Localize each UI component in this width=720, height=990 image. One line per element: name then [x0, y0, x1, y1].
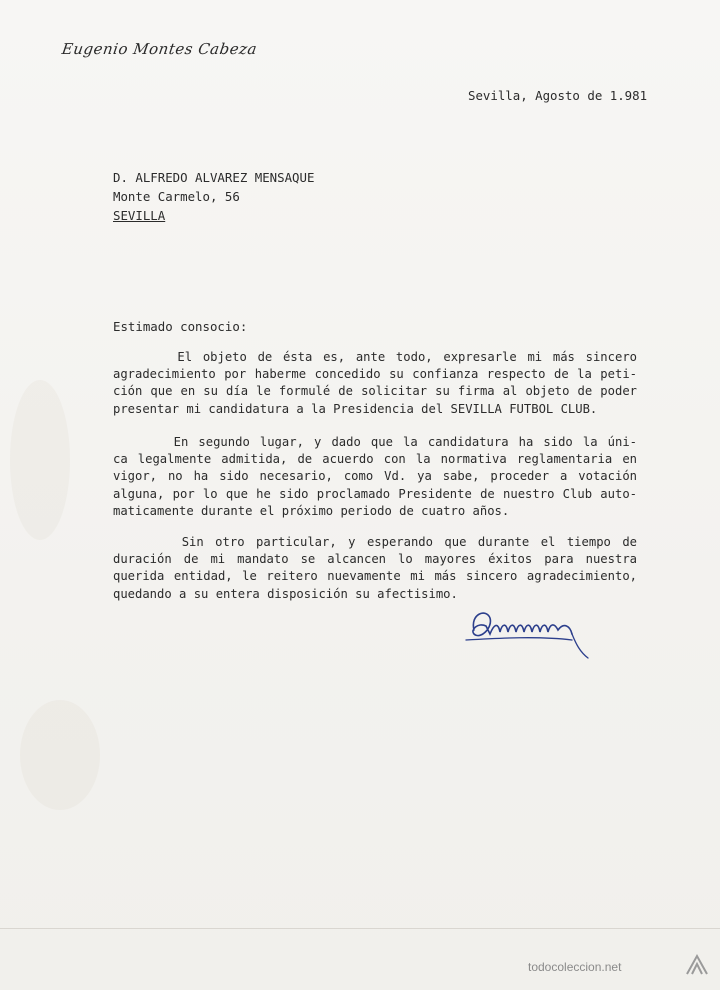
body-line: En segundo lugar, y dado que la candidatura ha sido la úni- [113, 435, 637, 449]
letter-date: Sevilla, Agosto de 1.981 [468, 88, 648, 103]
paper-stain [10, 380, 70, 540]
letterhead-name: Eugenio Montes Cabeza [60, 40, 259, 58]
body-line: querida entidad, le reitero nuevamente mi más sincero agradecimiento, [113, 569, 637, 584]
recipient-street: Monte Carmelo, 56 [113, 189, 240, 204]
body-paragraph-2 [113, 434, 637, 520]
body-line: quedando a su entera disposición su afectisimo. [113, 586, 458, 601]
body-line: ca legalmente admitida, de acuerdo con la normativa reglamentaria en [113, 452, 637, 467]
letter-greeting: Estimado consocio: [113, 319, 248, 334]
body-line: duración de mi mandato se alcancen lo mayores éxitos para nuestra [113, 552, 637, 567]
watermark-logo-icon [683, 952, 711, 980]
paper-stain [20, 700, 100, 810]
body-paragraph-1 [113, 349, 637, 418]
body-line: alguna, por lo que he sido proclamado Presidente de nuestro Club auto- [113, 486, 637, 501]
recipient-block [113, 168, 314, 206]
recipient-name: D. ALFREDO ALVAREZ MENSAQUE [113, 170, 315, 185]
watermark-text: todocoleccion.net [528, 960, 622, 974]
recipient-city: SEVILLA [113, 208, 166, 223]
body-line: vigor, no ha sido necesario, como Vd. ya sabe, proceder a votación [113, 469, 637, 484]
body-paragraph-3 [113, 534, 637, 603]
body-line: presentar mi candidatura a la Presidencia del SEVILLA FUTBOL CLUB. [113, 401, 598, 416]
body-line: El objeto de ésta es, ante todo, expresarle mi más sincero [113, 350, 637, 364]
paper-edge [0, 928, 720, 929]
body-line: ción que en su día le formulé de solicitar su firma al objeto de poder [113, 384, 637, 399]
body-line: Sin otro particular, y esperando que durante el tiempo de [113, 535, 637, 549]
handwritten-signature [460, 600, 592, 664]
body-line: maticamente durante el próximo periodo de cuatro años. [113, 503, 510, 518]
body-line: agradecimiento por haberme concedido su confianza respecto de la peti- [113, 367, 637, 382]
